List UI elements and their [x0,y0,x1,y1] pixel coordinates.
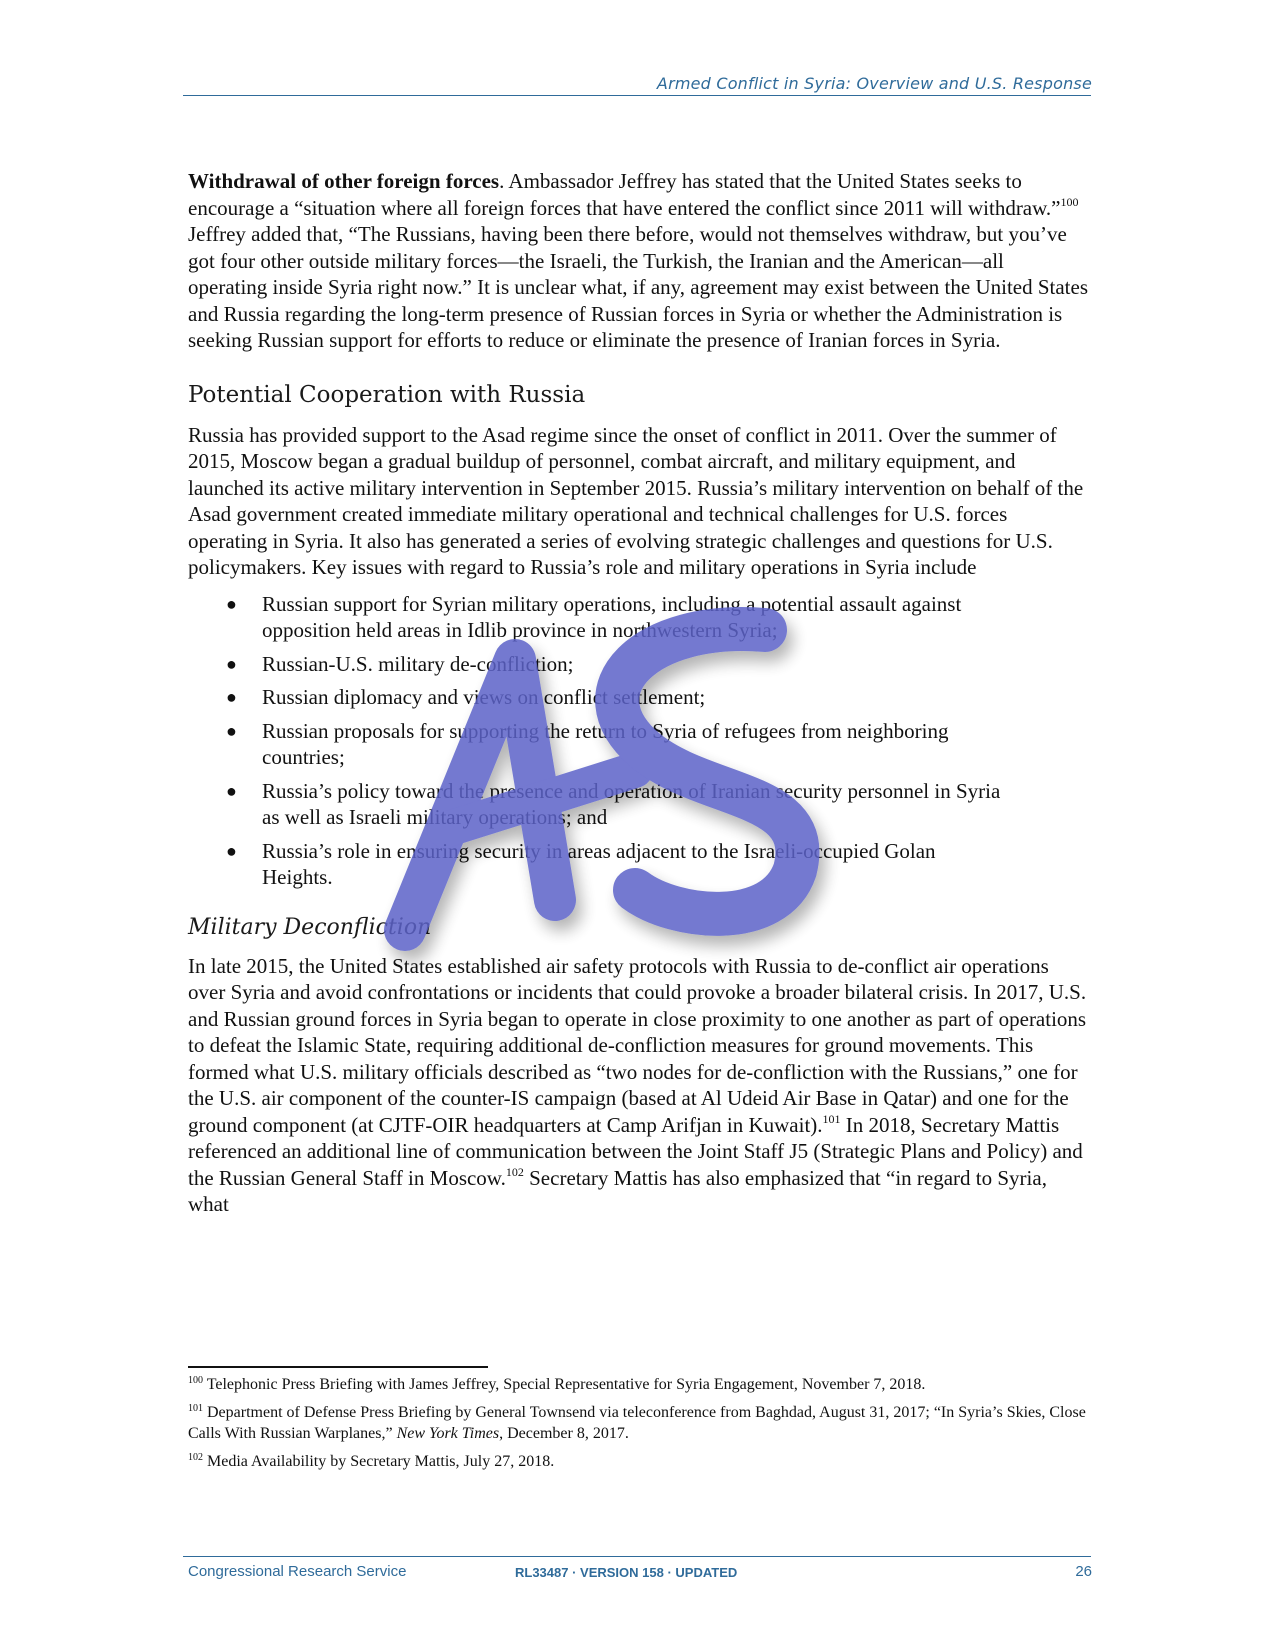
section-heading-cooperation: Potential Cooperation with Russia [188,381,586,408]
footnote-101: $^{101}$ Department of Defense Press Briefing by General Townsend via teleconference from Baghdad, August 31, 2017; “In Syria’s Skies, Close Calls With Russian Warplanes,” New York Times, December 8, 2017. [188,1403,1086,1442]
withdrawal-paragraph [188,168,1088,354]
footnote-100: $^{100}$ Telephonic Press Briefing with James Jeffrey, Special Representative for Syria Engagement, November 7, 2018. [188,1375,926,1393]
bullet-icon: ● [226,720,237,741]
subsection-heading-deconfliction: Military Deconfliction [188,914,432,940]
footnote-rule [188,1366,488,1368]
issues-list [188,591,1088,891]
footer-org-name: Congressional Research Service [188,1563,407,1580]
bullet-icon: ● [226,593,237,614]
footnote-ref-100[interactable]: 100 [1060,194,1079,209]
footnote-102: $^{102}$ Media Availability by Secretary Mattis, July 27, 2018. [188,1452,555,1470]
footnotes [188,1374,1088,1479]
bullet-icon: ● [226,687,237,707]
list-item: ● Russian-U.S. military de-confliction; [226,651,574,676]
cooperation-paragraph: Russia has provided support to the Asad regime since the onset of conflict in 2011. Over the summer of 2015, Moscow began a gradual buildup of personnel, combat aircraft, and military equipment, and launched its active military intervention in September 2015. Russia’s military intervention on behalf of the Asad government created immediate military operational and technical challenges for U.S. forces operating in Syria. It also has generated a series of evolving strategic challenges and questions for U.S. policymakers. Key issues with regard to Russia’s role and military operations in Syria include [188,422,1084,579]
page-number: 26 [1075,1563,1092,1580]
footer-rule [183,1556,1091,1557]
bullet-icon: ● [226,780,237,801]
header-rule [183,95,1091,96]
footnote-ref-102[interactable]: 102 [505,1164,524,1179]
deconfliction-paragraph: In late 2015, the United States established air safety protocols with Russia to de-conflict air operations over Syria and avoid confrontations or incidents that could provoke a broader bilateral crisis. In 2017, U.S. and Russian ground forces in Syria began to operate in close proximity to one another as part of operations to defeat the Islamic State, requiring additional de-confliction measures for ground movements. This formed what U.S. military officials described as “two nodes for de-confliction with the Russians,” one for the U.S. air component of the counter-IS campaign (based at Al Udeid Air Base in Qatar) and one for the ground component (at CJTF-OIR headquarters at Camp Arifjan in Kuwait).$^{101}$ In 2018, Secretary Mattis referenced an additional line of communication between the Joint Staff J5 (Strategic Plans and Policy) and the Russian General Staff in Moscow.$^{102}$ Secretary Mattis has also emphasized that “in regard to Syria, what [188,953,1087,1216]
list-item: ● Russian diplomacy and views on conflict settlement; [226,685,706,709]
lead-in-heading: Withdrawal of other foreign forces [188,169,500,193]
list-item: ● Russia’s role in ensuring security in areas adjacent to the Israeli-occupied Golan Heights. [226,838,936,889]
running-header: Armed Conflict in Syria: Overview and U.S. Response [656,74,1092,93]
bullet-icon: ● [226,840,237,861]
footnote-ref-101[interactable]: 101 [822,1111,841,1126]
paragraph-text: . Ambassador Jeffrey has stated that the United States seeks to encourage a “situation where all foreign forces that have entered the conflict since 2011 will withdraw.” [188,169,1061,220]
page-body [188,168,1088,1218]
list-item: ● Russia’s policy toward the presence and operation of Iranian security personnel in Syria as well as Israeli military operations; and [226,778,1001,829]
list-item: ● Russian support for Syrian military operations, including a potential assault against opposition held areas in Idlib province in northwestern Syria; [226,591,962,642]
paragraph-text: Jeffrey added that, “The Russians, having been there before, would not themselves withdraw, but you’ve got four other outside military forces—the Israeli, the Turkish, the Iranian and the American—all operating inside Syria right now.” It is unclear what, if any, agreement may exist between the United States and Russia regarding the long-term presence of Russian forces in Syria or whether the Administration is seeking Russian support for efforts to reduce or eliminate the presence of Iranian forces in Syria. [188,222,1089,352]
footer-report-id: RL33487 · VERSION 158 · UPDATED [515,1565,738,1580]
list-item: ● Russian proposals for supporting the return to Syria of refugees from neighboring countries; [226,718,949,769]
bullet-icon: ● [226,653,237,674]
